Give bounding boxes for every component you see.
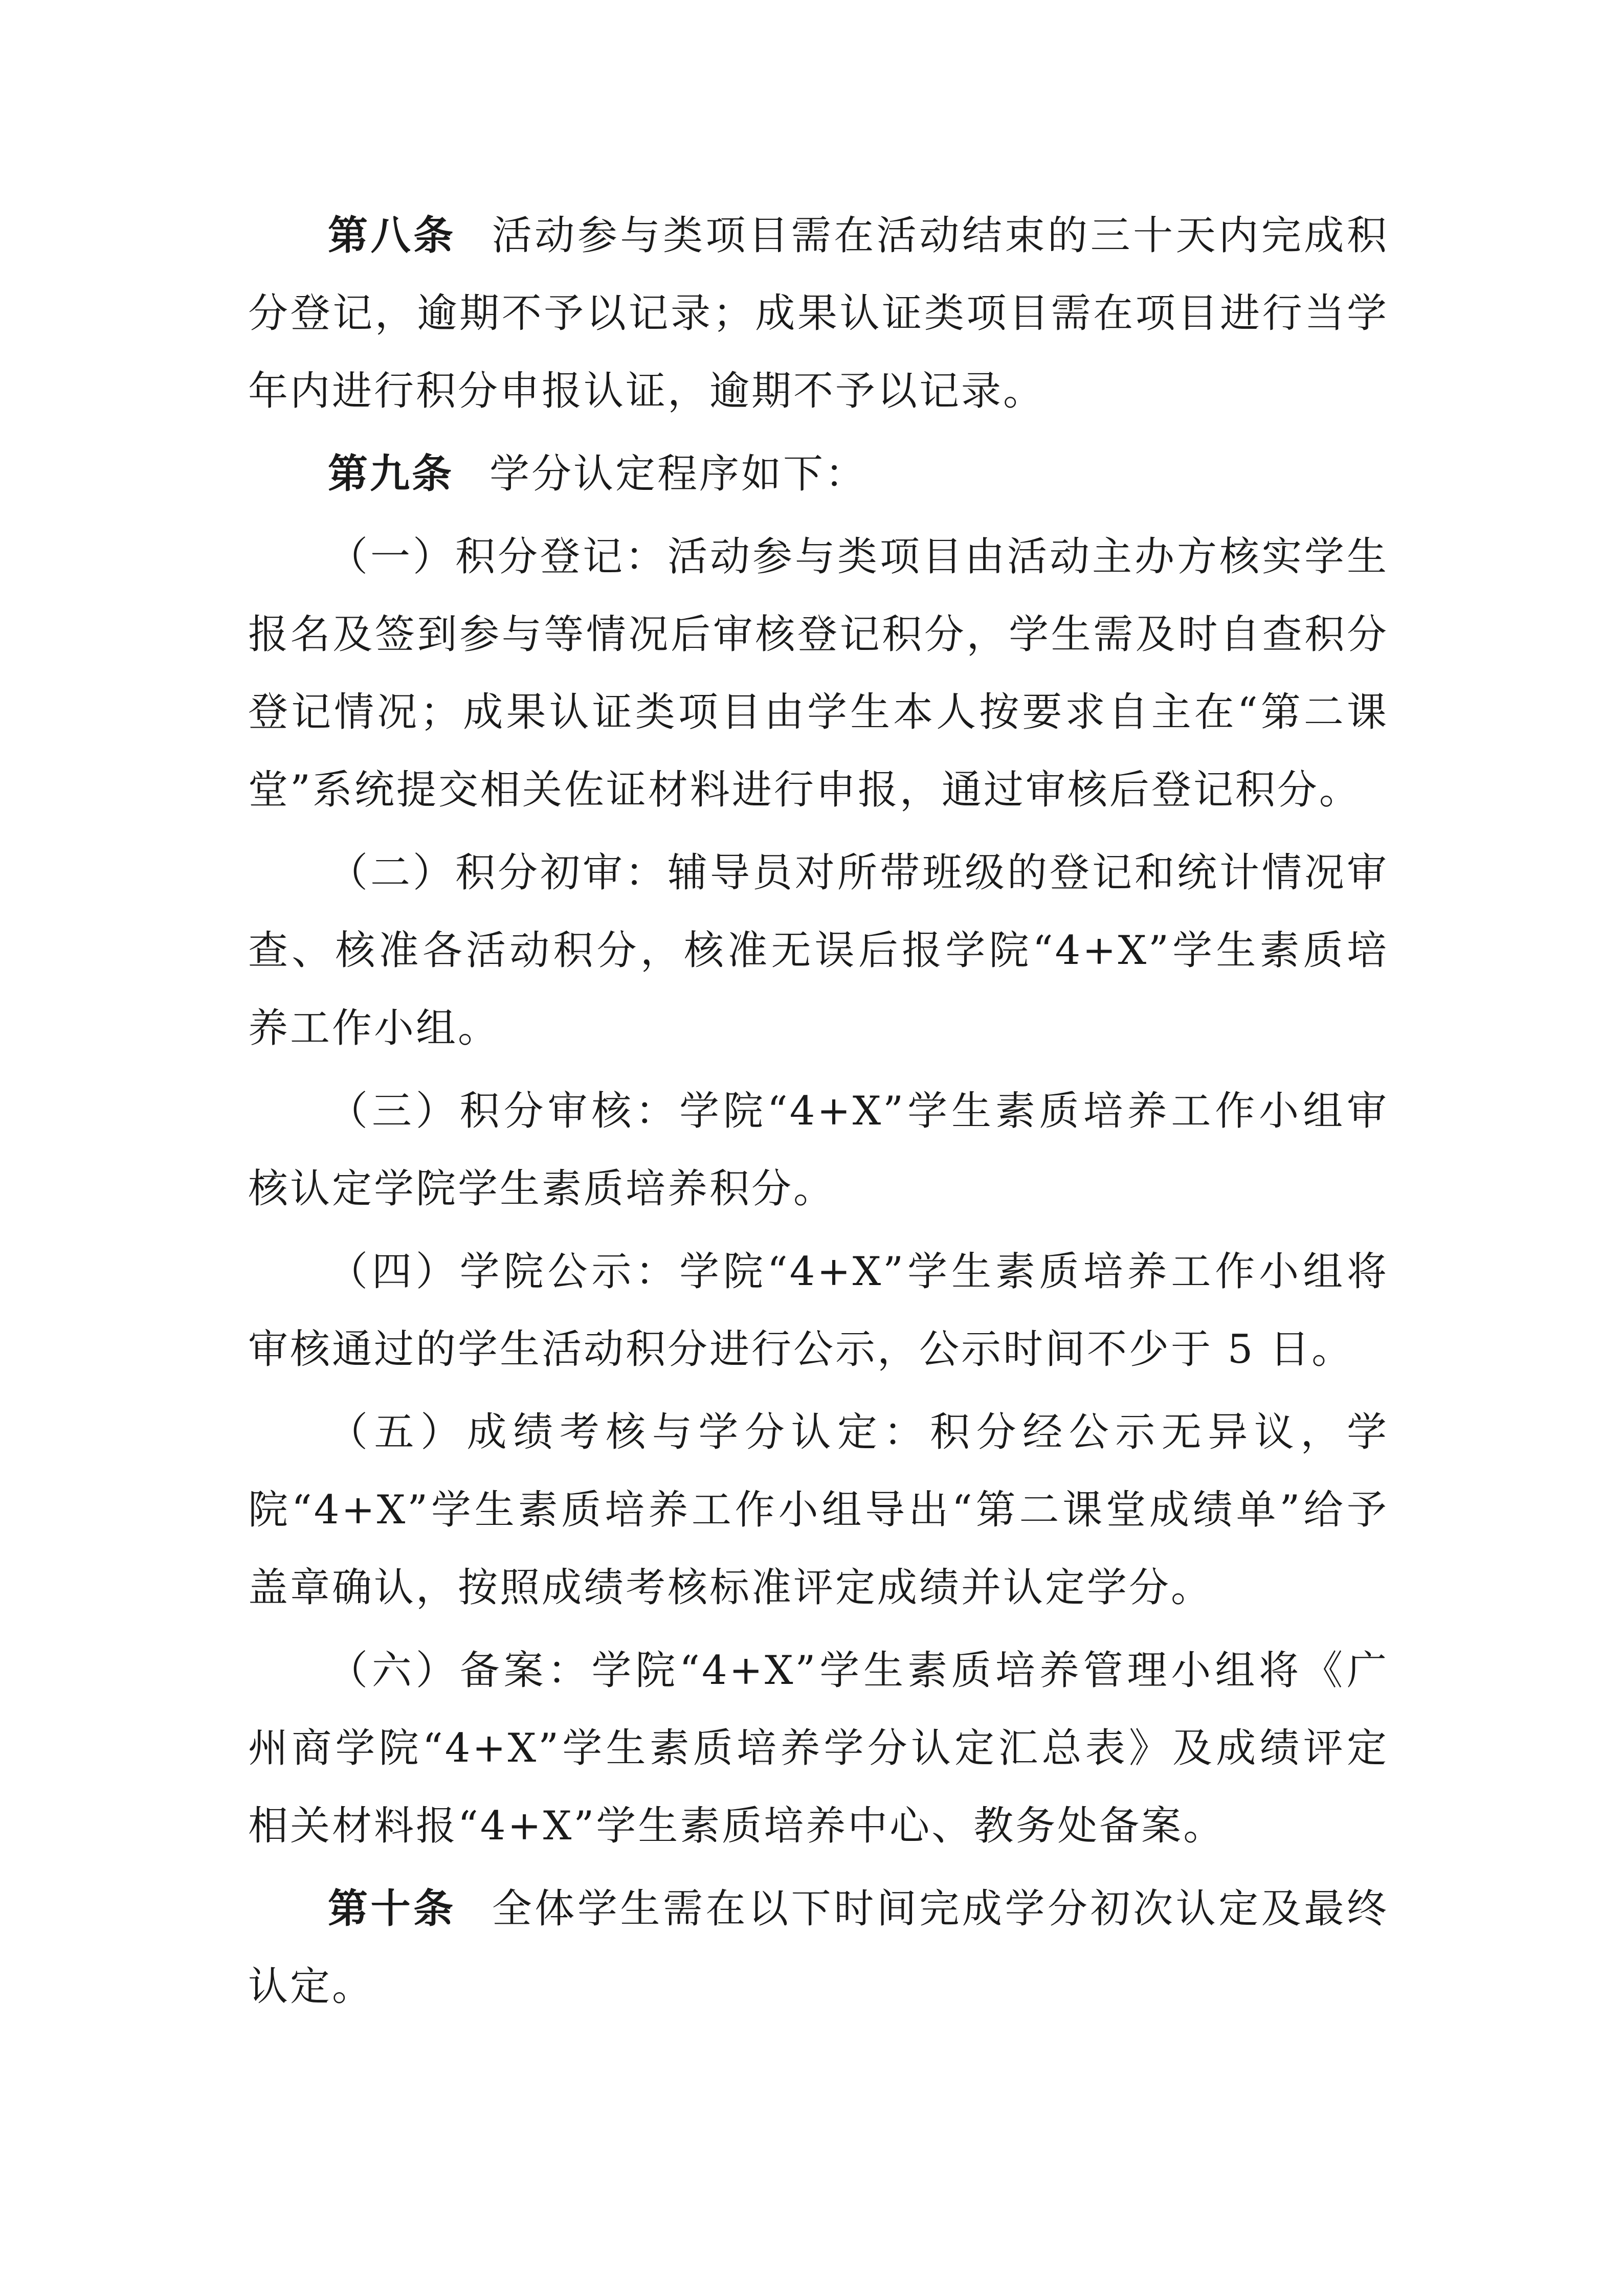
procedure-item-4: （四）学院公示：学院“4+X”学生素质培养工作小组将审核通过的学生活动积分进行公示，公示时间不少于 5 日。: [248, 1249, 1389, 1372]
article-8: [248, 197, 1389, 430]
procedure-item-6: （六）备案：学院“4+X”学生素质培养管理小组将《广州商学院“4+X”学生素质培养学分认定汇总表》及成绩评定相关材料报“4+X”学生素质培养中心、教务处备案。: [248, 1648, 1389, 1849]
article-9: [248, 435, 1389, 513]
procedure-item-5: （五）成绩考核与学分认定：积分经公示无异议，学院“4+X”学生素质培养工作小组导出“第二课堂成绩单”给予盖章确认，按照成绩考核标准评定成绩并认定学分。: [248, 1409, 1389, 1611]
article-9-label: 第九条: [328, 451, 454, 497]
article-8-text: 活动参与类项目需在活动结束的三十天内完成积分登记，逾期不予以记录；成果认证类项目需在项目进行当学年内进行积分申报认证，逾期不予以记录。: [248, 213, 1389, 414]
article-10-text: 全体学生需在以下时间完成学分初次认定及最终认定。: [248, 1886, 1389, 2010]
document-body: [248, 197, 1389, 2031]
procedure-item-2: （二）积分初审：辅导员对所带班级的登记和统计情况审查、核准各活动积分，核准无误后报学院“4+X”学生素质培养工作小组。: [248, 850, 1389, 1051]
article-8-label: 第八条: [328, 213, 456, 259]
article-9-text: 学分认定程序如下：: [490, 451, 867, 497]
procedure-item-3: （三）积分审核：学院“4+X”学生素质培养工作小组审核认定学院学生素质培养积分。: [248, 1088, 1389, 1212]
article-10: [248, 1870, 1389, 2025]
procedure-item-1: （一）积分登记：活动参与类项目由活动主办方核实学生报名及签到参与等情况后审核登记积分，学生需及时自查积分登记情况；成果认证类项目由学生本人按要求自主在“第二课堂”系统提交相关佐证材料进行申报，通过审核后登记积分。: [248, 534, 1389, 813]
article-10-label: 第十条: [328, 1886, 456, 1932]
